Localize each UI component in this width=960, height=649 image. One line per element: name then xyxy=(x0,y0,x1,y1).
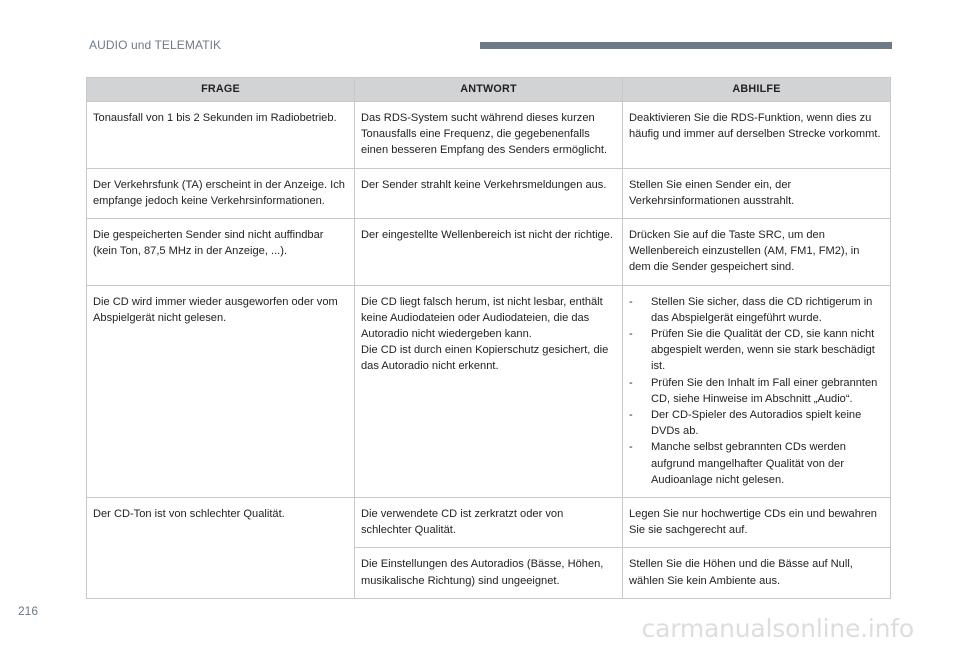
remedy-cell: Deaktivieren Sie die RDS-Funktion, wenn dies zu häufig und immer auf derselben Strecke vorkommt. xyxy=(623,102,891,169)
answer-cell: Der Sender strahlt keine Verkehrsmeldungen aus. xyxy=(355,168,623,218)
remedy-cell xyxy=(623,285,891,497)
answer-line: Die CD ist durch einen Kopierschutz gesichert, die das Autoradio nicht erkennt. xyxy=(361,344,609,373)
column-header-answer: ANTWORT xyxy=(355,78,623,102)
column-header-remedy: ABHILFE xyxy=(623,78,891,102)
answer-cell: Die verwendete CD ist zerkratzt oder von schlechter Qualität. xyxy=(355,498,623,548)
question-cell: Die CD wird immer wieder ausgeworfen oder vom Abspielgerät nicht gelesen. xyxy=(87,285,355,497)
answer-cell: Das RDS-System sucht während dieses kurzen Tonausfalls eine Frequenz, die gegebenenfalls einen besseren Empfang des Senders ermöglicht. xyxy=(355,102,623,169)
remedy-list xyxy=(629,294,884,488)
dash-bullet: - xyxy=(629,441,633,454)
remedy-item-text: Prüfen Sie die Qualität der CD, sie kann nicht abgespielt werden, wenn sie stark beschädigt ist. xyxy=(651,328,875,373)
table-row xyxy=(87,285,891,497)
remedy-cell: Legen Sie nur hochwertige CDs ein und bewahren Sie sie sachgerecht auf. xyxy=(623,498,891,548)
dash-bullet: - xyxy=(629,295,633,308)
remedy-item-text: Stellen Sie sicher, dass die CD richtigerum in das Abspielgerät eingeführt wurde. xyxy=(651,295,873,324)
question-cell: Tonausfall von 1 bis 2 Sekunden im Radiobetrieb. xyxy=(87,102,355,169)
remedy-item-text: Prüfen Sie den Inhalt im Fall einer gebrannten CD, siehe Hinweise im Abschnitt „Audio“. xyxy=(651,376,878,405)
answer-cell: Der eingestellte Wellenbereich ist nicht der richtige. xyxy=(355,219,623,286)
table-row xyxy=(87,498,891,548)
remedy-item-text: Manche selbst gebrannten CDs werden aufgrund mangelhafter Qualität von der Audioanlage nicht gelesen. xyxy=(651,441,846,486)
remedy-item-text: Der CD-Spieler des Autoradios spielt keine DVDs ab. xyxy=(651,409,862,438)
answer-cell: Die Einstellungen des Autoradios (Bässe, Höhen, musikalische Richtung) sind ungeeignet. xyxy=(355,548,623,598)
header-bar xyxy=(480,42,892,49)
section-title: AUDIO und TELEMATIK xyxy=(89,38,222,52)
dash-bullet: - xyxy=(629,328,633,341)
remedy-cell: Stellen Sie die Höhen und die Bässe auf Null, wählen Sie kein Ambiente aus. xyxy=(623,548,891,598)
table-row xyxy=(87,219,891,286)
answer-cell xyxy=(355,285,623,497)
remedy-cell: Drücken Sie auf die Taste SRC, um den Wellenbereich einzustellen (AM, FM1, FM2), in dem die Sender gespeichert sind. xyxy=(623,219,891,286)
question-cell: Der CD-Ton ist von schlechter Qualität. xyxy=(87,498,355,599)
table-header-row xyxy=(87,78,891,102)
remedy-item xyxy=(629,375,884,407)
column-header-question: FRAGE xyxy=(87,78,355,102)
table-row xyxy=(87,168,891,218)
remedy-cell: Stellen Sie einen Sender ein, der Verkehrsinformationen ausstrahlt. xyxy=(623,168,891,218)
answer-line: Die CD liegt falsch herum, ist nicht lesbar, enthält keine Audiodateien oder Audiodateien, die das Autoradio nicht wiedergeben kann. xyxy=(361,295,603,341)
question-cell: Der Verkehrsfunk (TA) erscheint in der Anzeige. Ich empfange jedoch keine Verkehrsinformationen. xyxy=(87,168,355,218)
faq-table xyxy=(86,77,891,599)
page-number: 216 xyxy=(18,604,39,618)
remedy-item xyxy=(629,326,884,375)
remedy-item xyxy=(629,294,884,326)
dash-bullet: - xyxy=(629,409,633,422)
remedy-item xyxy=(629,439,884,488)
question-cell: Die gespeicherten Sender sind nicht auffindbar (kein Ton, 87,5 MHz in der Anzeige, ...). xyxy=(87,219,355,286)
table-row xyxy=(87,102,891,169)
watermark: carmanualsonline.info xyxy=(641,614,914,643)
remedy-item xyxy=(629,407,884,439)
dash-bullet: - xyxy=(629,376,633,389)
